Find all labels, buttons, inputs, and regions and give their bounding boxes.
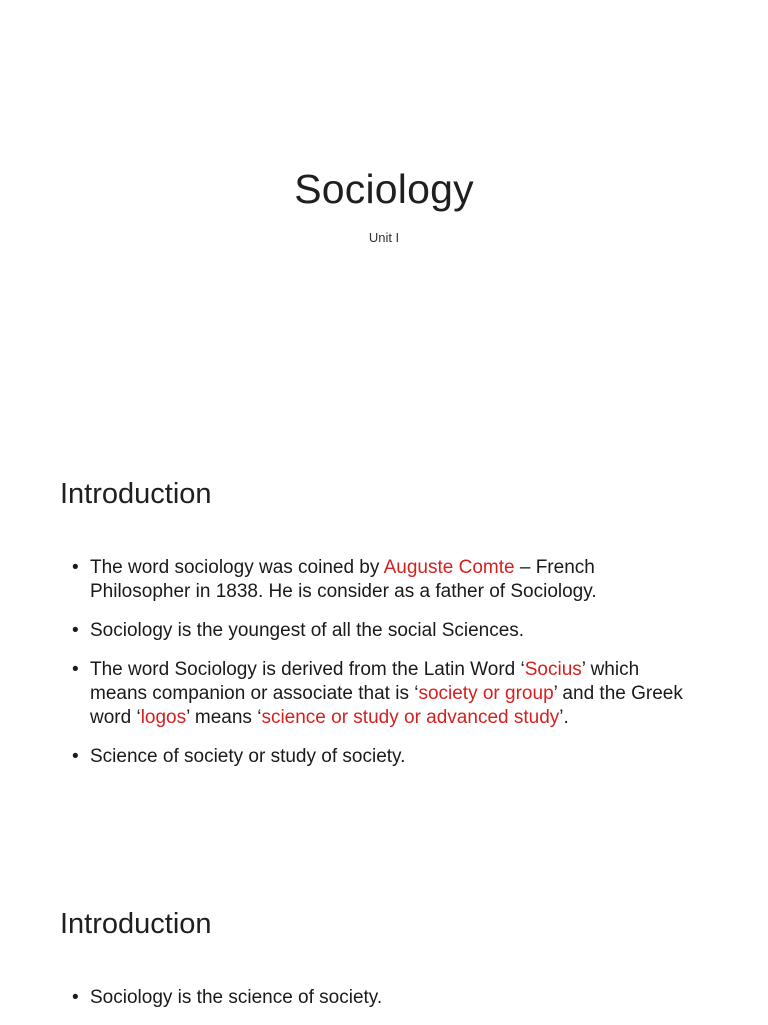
bullet-dot-icon: • <box>72 557 79 578</box>
section-heading: Introduction <box>60 908 212 940</box>
page-title: Sociology <box>294 166 474 212</box>
bullet-text: Sociology is the science of society. <box>90 987 383 1008</box>
bullet-text: Science of society or study of society. <box>90 746 406 767</box>
bullet-dot-icon: • <box>72 659 79 680</box>
bullet-text: The word Sociology is derived from the Latin Word ‘ <box>90 659 525 680</box>
bullet-text: society or group <box>418 683 554 704</box>
bullet-text: ’ which means companion or associate that is ‘ <box>90 659 640 704</box>
section-heading: Introduction <box>60 478 212 510</box>
bullet-text: – French Philosopher in 1838. He is consider as a father of Sociology. <box>90 557 597 602</box>
bullet-dot-icon: • <box>72 620 79 641</box>
title-slide <box>0 0 768 432</box>
bullet-item <box>72 745 692 769</box>
bullet-text: ’. <box>559 707 569 728</box>
bullet-text: ’ means ‘ <box>186 707 262 728</box>
intro-slide-1 <box>0 460 768 860</box>
bullet-dot-icon: • <box>72 746 79 767</box>
bullet-list <box>72 556 692 784</box>
bullet-text: The word sociology was coined by <box>90 557 384 578</box>
bullet-text: science or study or advanced study <box>261 707 560 728</box>
bullet-text: logos <box>140 707 187 728</box>
bullet-item <box>72 658 692 730</box>
intro-slide-2 <box>0 890 768 1024</box>
bullet-item <box>72 556 692 604</box>
bullet-text: Auguste Comte <box>383 557 515 578</box>
page-subtitle: Unit I <box>368 230 400 245</box>
bullet-text: Socius <box>524 659 582 680</box>
bullet-item <box>72 986 692 1010</box>
bullet-list <box>72 986 692 1025</box>
bullet-text: ’ and the Greek word ‘ <box>90 683 683 728</box>
bullet-dot-icon: • <box>72 987 79 1008</box>
bullet-text: Sociology is the youngest of all the social Sciences. <box>90 620 525 641</box>
bullet-item <box>72 619 692 643</box>
